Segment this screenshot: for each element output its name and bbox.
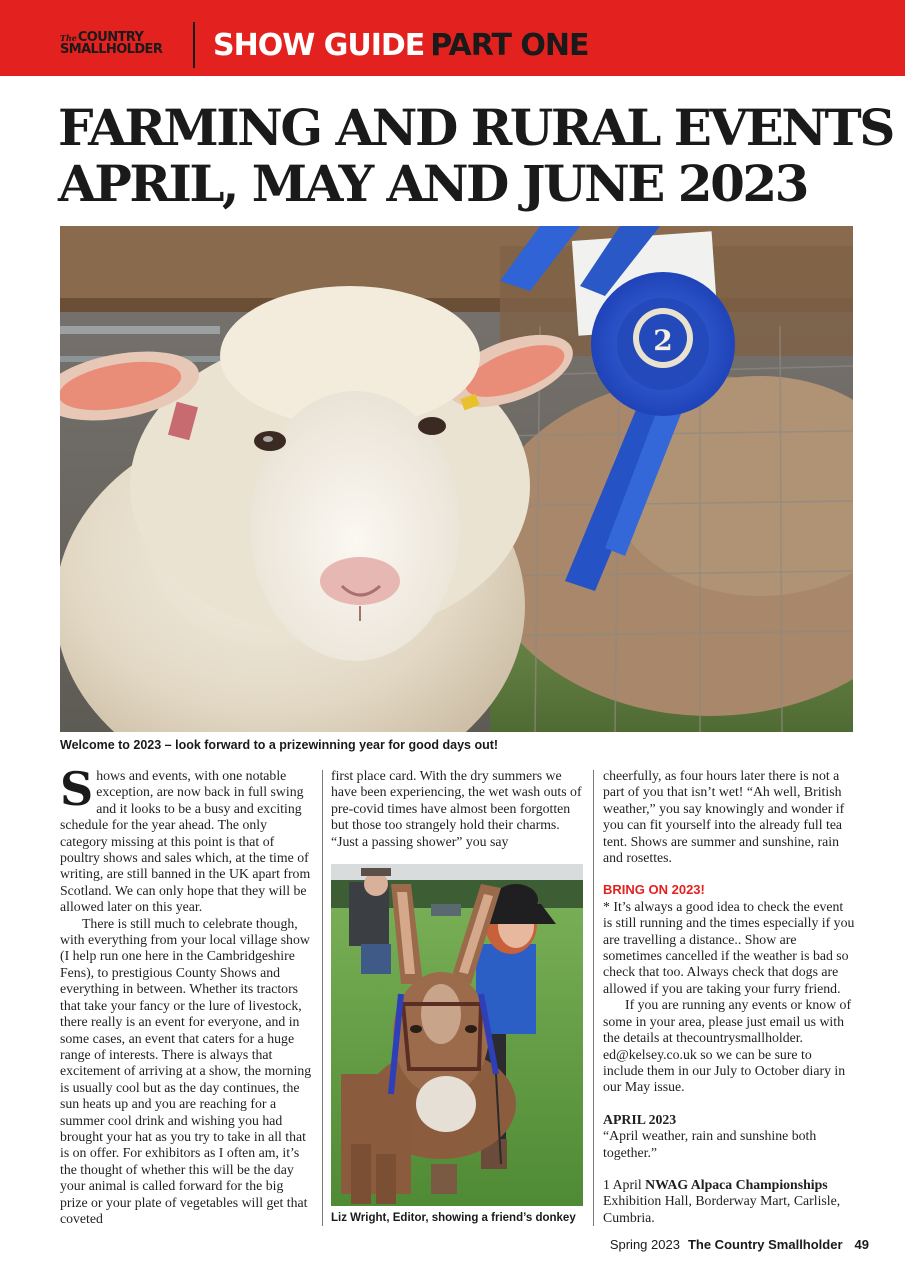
donkey-illustration — [331, 864, 583, 1206]
logo-line-2: SMALLHOLDER — [60, 42, 163, 57]
event-date: 1 April — [603, 1176, 642, 1192]
article-column-1 — [60, 762, 314, 1227]
article-column-2 — [331, 768, 583, 850]
bring-on-subhead: BRING ON 2023! — [603, 882, 705, 898]
footer-magazine: The Country Smallholder — [687, 1237, 843, 1252]
logo-the: The — [60, 33, 77, 43]
drop-cap: S — [60, 762, 94, 816]
magazine-logo — [60, 32, 178, 56]
donkey-caption: Liz Wright, Editor, showing a friend’s donkey — [331, 1212, 576, 1224]
page-number: 49 — [854, 1237, 869, 1252]
section-title-main: SHOW GUIDE — [213, 28, 425, 63]
header-divider — [193, 22, 195, 68]
event-venue: Exhibition Hall, Borderway Mart, Carlisle, Cumbria. — [603, 1193, 841, 1225]
month-heading-april: APRIL 2023 — [603, 1111, 677, 1127]
column-3-text: cheerfully, as four hours later there is not a part of you that isn’t wet! “Ah well, British weather,” you say knowingly and wonder if you can fit yourself into the already full tea tent. Shows are summer and sunshine, rain and rosettes. — [603, 768, 845, 866]
intro-text: hows and events, with one notable exception, are now back in full swing and it looks to be a busy and exciting schedule for the year ahead. The only category missing at this point is that of poultry shows and sales which, at the time of writing, are still banned in the UK apart from Scotland. We can only hope that they will be allowed later on this year. — [60, 768, 311, 915]
body-paragraph-2: There is still much to celebrate though, with everything from your local village show (I help run one here in the Cambridgeshire Fens), to prestigious County Shows and everything in between. Whether its tractors that take your fancy or the lure of livestock, there really is an event for everyone, and in some cases, an event that caters for a huge range of interests. There is always that excitement of arriving at a show, the morning is usually cool but as the day continues, the sun heats up and you are reaching for a summer cool drink and wishing you had brought your hat as you try to take in all that is on offer. For exhibitors as I often am, it’s the thought of whether this will be the day your animal is called forward for the big prize or your plate of vegetables will get that coveted — [60, 915, 312, 1226]
hero-photo-sheep — [60, 226, 853, 732]
column-rule-2 — [593, 770, 594, 1226]
hero-caption: Welcome to 2023 – look forward to a prizewinning year for good days out! — [60, 738, 499, 752]
headline-line-2: APRIL, MAY AND JUNE 2023 — [58, 154, 807, 213]
intro-paragraph — [60, 762, 314, 916]
page-footer — [610, 1237, 869, 1252]
event-listing — [603, 1177, 855, 1226]
footer-issue: Spring 2023 — [609, 1237, 680, 1252]
column-2-text: first place card. With the dry summers we have been experiencing, the wet wash outs of pre-covid times have almost been forgotten but those too strangely hold their charms. “Just a passing shower” you say — [331, 768, 582, 849]
column-rule-1 — [322, 770, 323, 1226]
section-title-part: PART ONE — [430, 28, 589, 63]
section-title — [213, 26, 589, 66]
page-headline — [58, 98, 893, 213]
contact-paragraph: If you are running any events or know of some in your area, please just email us with the details at thecountrysmallholder. ed@kelsey.co.uk so we can be sure to include them in our July to October diary in our May issue. — [603, 997, 852, 1095]
event-name: NWAG Alpaca Championships — [645, 1176, 828, 1192]
month-quote: “April weather, rain and sunshine both together.” — [603, 1128, 817, 1160]
advice-note: * It’s always a good idea to check the event is still running and the times especially if you are travelling a distance.. Show are sometimes cancelled if the weather is bad so check that too. Always check that dogs are allowed if you are taking your furry friend. — [603, 898, 855, 996]
sheep-illustration — [60, 226, 853, 732]
logo-line-1: COUNTRY — [77, 30, 144, 45]
header-bar — [0, 0, 905, 76]
rosette-number: 2 — [653, 324, 673, 357]
article-column-3 — [603, 768, 855, 1226]
donkey-photo — [331, 864, 583, 1206]
headline-line-1: FARMING AND RURAL EVENTS — [58, 98, 893, 157]
